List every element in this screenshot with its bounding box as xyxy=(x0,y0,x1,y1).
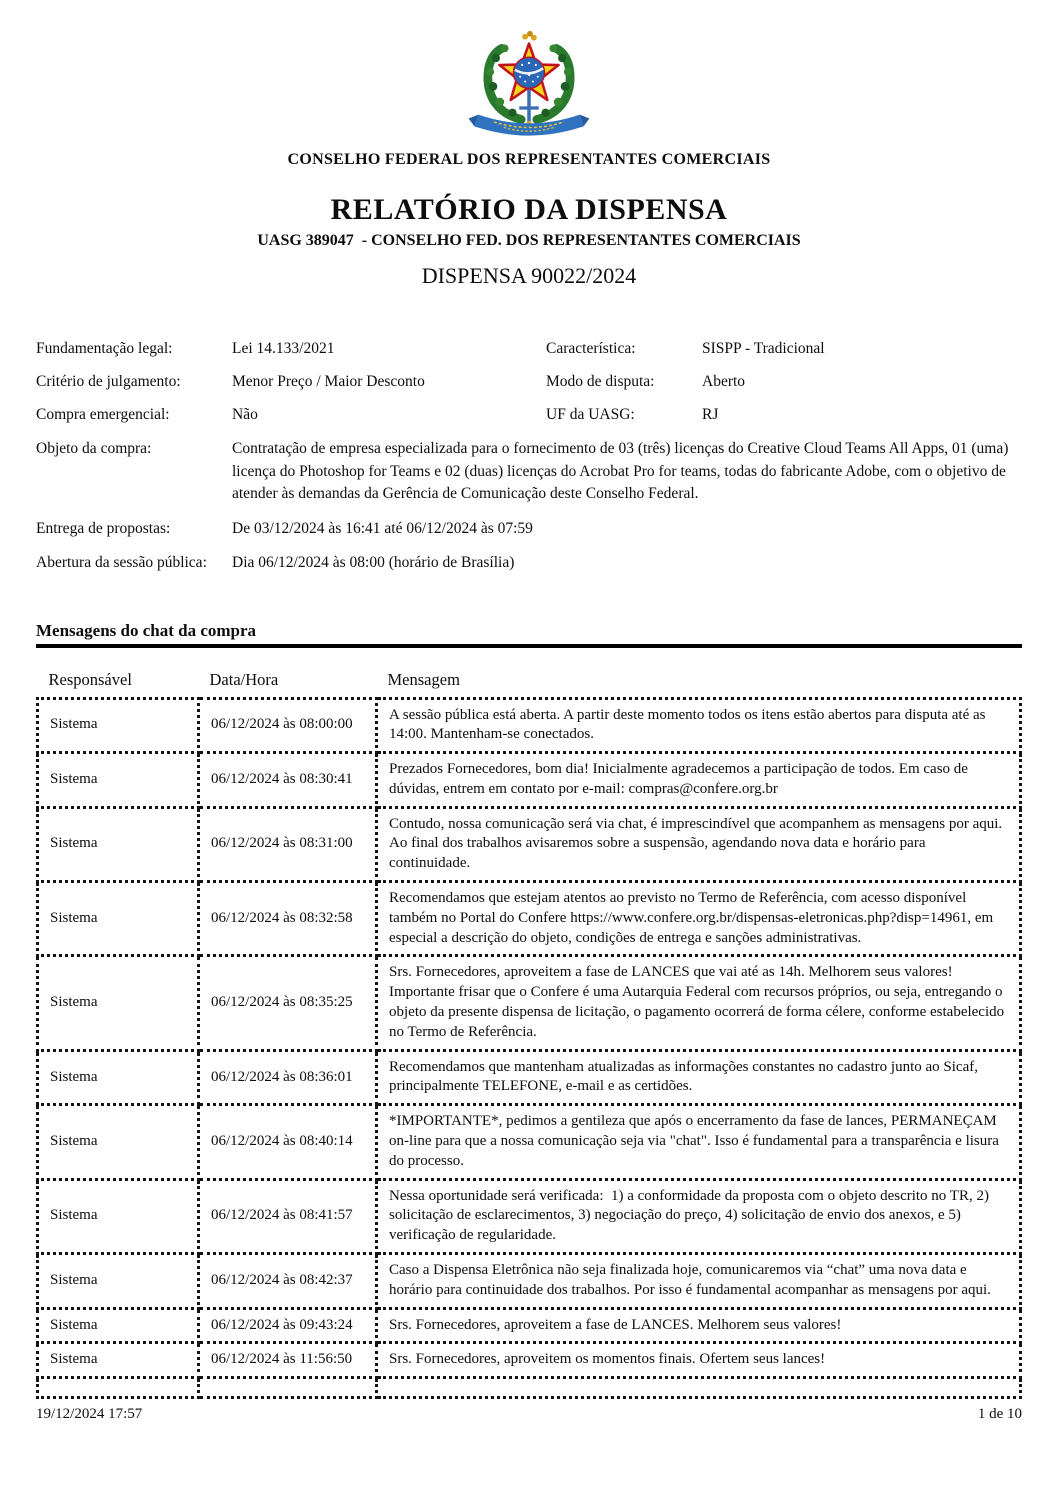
column-header-mensagem: Mensagem xyxy=(387,669,460,689)
cell-mensagem: *IMPORTANTE*, pedimos a gentileza que após o encerramento da fase de lances, PERMANEÇAM on-line para que a nossa comunicação seja via "chat". Isso é fundamental para a transparência e lisura do processo. xyxy=(377,1105,1021,1179)
details-paired-fields xyxy=(36,339,1022,425)
cell-datahora: 06/12/2024 às 08:32:58 xyxy=(199,882,377,956)
field-value: Dia 06/12/2024 às 08:00 (horário de Brasília) xyxy=(232,554,515,571)
cell-mensagem: Srs. Fornecedores, aproveitem os momentos finais. Ofertem seus lances! xyxy=(377,1343,1021,1378)
field-value: Aberto xyxy=(702,373,746,390)
table-row xyxy=(38,1308,1021,1343)
table-row xyxy=(38,956,1021,1050)
cell-mensagem: Nessa oportunidade será verificada: 1) a conformidade da proposta com o objeto descrito no TR, 2) solicitação de esclarecimentos, 3) negociação do preço, 4) solicitação de envio dos anexos, e 5) verificação de regularidade. xyxy=(377,1179,1021,1253)
cell-datahora: 06/12/2024 às 08:35:25 xyxy=(199,956,377,1050)
field-value: Não xyxy=(232,406,258,423)
cell-responsavel xyxy=(38,1378,199,1398)
cell-datahora xyxy=(199,1378,377,1398)
cell-responsavel: Sistema xyxy=(38,753,199,808)
cell-responsavel: Sistema xyxy=(38,956,199,1050)
cell-mensagem: Recomendamos que mantenham atualizadas as informações constantes no cadastro junto ao Sicaf, principalmente TELEFONE, e-mail e as certidões. xyxy=(377,1050,1021,1105)
field-label: Abertura da sessão pública: xyxy=(36,554,207,571)
organization-name: CONSELHO FEDERAL DOS REPRESENTANTES COMERCIAIS xyxy=(287,151,771,168)
table-row xyxy=(38,1179,1021,1253)
dispensa-number: DISPENSA 90022/2024 xyxy=(421,263,637,288)
field-label: Critério de julgamento: xyxy=(36,373,181,390)
cell-mensagem: Contudo, nossa comunicação será via chat, é imprescindível que acompanhem as mensagens por aqui. Ao final dos trabalhos avisaremos sobre a suspensão, agendando nova data e horário para continuidade. xyxy=(377,807,1021,881)
column-header-responsavel: Responsável xyxy=(48,669,132,689)
details-full-row xyxy=(36,438,1022,506)
field-value: SISPP - Tradicional xyxy=(702,340,825,357)
field-value: RJ xyxy=(702,406,719,423)
table-row xyxy=(38,882,1021,956)
table-row xyxy=(38,698,1021,753)
cell-mensagem: Recomendamos que estejam atentos ao previsto no Termo de Referência, com acesso disponível também no Portal do Confere https://www.confere.org.br/dispensas-eletronicas.php?disp=14961, em especial a descrição do objeto, condições de entrega e sanções administrativas. xyxy=(377,882,1021,956)
field-value: Contratação de empresa especializada para o fornecimento de 03 (três) licenças do Creative Cloud Teams All Apps, 01 (uma) licença do Photoshop for Teams e 02 (duas) licenças do Acrobat Pro for teams, todas do fabricante Adobe, com o objetivo de atender às demandas da Gerência de Comunicação deste Conselho Federal. xyxy=(232,440,1009,502)
column-header-datahora: Data/Hora xyxy=(209,669,279,689)
chat-section-title: Mensagens do chat da compra xyxy=(36,621,1022,648)
cell-datahora: 06/12/2024 às 08:00:00 xyxy=(199,698,377,753)
footer-page-indicator: 1 de 10 xyxy=(977,1406,1022,1423)
document-title: RELATÓRIO DA DISPENSA xyxy=(330,193,728,226)
cell-datahora: 06/12/2024 às 11:56:50 xyxy=(199,1343,377,1378)
field-label: Característica: xyxy=(546,340,636,357)
cell-datahora: 06/12/2024 às 08:36:01 xyxy=(199,1050,377,1105)
field-label: Objeto da compra: xyxy=(36,440,152,457)
field-value: Menor Preço / Maior Desconto xyxy=(232,373,425,390)
details-pair-row xyxy=(36,339,1022,359)
cell-mensagem: Prezados Fornecedores, bom dia! Inicialmente agradecemos a participação de todos. Em caso de dúvidas, entrem em contato por e-mail: compras@confere.org.br xyxy=(377,753,1021,808)
cell-mensagem: A sessão pública está aberta. A partir deste momento todos os itens estão abertos para disputa até as 14:00. Mantenham-se conectados. xyxy=(377,698,1021,753)
page-footer xyxy=(36,1406,1022,1423)
field-label: UF da UASG: xyxy=(546,406,635,423)
cell-datahora: 06/12/2024 às 08:40:14 xyxy=(199,1105,377,1179)
cell-mensagem: Srs. Fornecedores, aproveitem a fase de LANCES. Melhorem seus valores! xyxy=(377,1308,1021,1343)
header-logo-area xyxy=(36,26,1022,143)
cell-responsavel: Sistema xyxy=(38,882,199,956)
cell-responsavel: Sistema xyxy=(38,1343,199,1378)
cell-datahora: 06/12/2024 às 08:41:57 xyxy=(199,1179,377,1253)
cell-mensagem xyxy=(377,1378,1021,1398)
chat-table-body xyxy=(38,698,1021,1398)
table-row xyxy=(38,753,1021,808)
field-label: Compra emergencial: xyxy=(36,406,170,423)
cell-responsavel: Sistema xyxy=(38,1050,199,1105)
brazil-coat-of-arms-logo xyxy=(455,26,603,138)
table-row xyxy=(38,807,1021,881)
cell-responsavel: Sistema xyxy=(38,1179,199,1253)
cell-mensagem: Caso a Dispensa Eletrônica não seja finalizada hoje, comunicaremos via “chat” uma nova data e horário para continuidade dos trabalhos. Por isso é fundamental acompanhar as mensagens por aqui. xyxy=(377,1254,1021,1309)
cell-responsavel: Sistema xyxy=(38,807,199,881)
footer-generated-timestamp: 19/12/2024 17:57 xyxy=(36,1406,143,1423)
table-row xyxy=(38,1050,1021,1105)
cell-responsavel: Sistema xyxy=(38,1254,199,1309)
cell-datahora: 06/12/2024 às 08:31:00 xyxy=(199,807,377,881)
cell-responsavel: Sistema xyxy=(38,1308,199,1343)
field-value: Lei 14.133/2021 xyxy=(232,340,335,357)
table-row xyxy=(38,1105,1021,1179)
table-row xyxy=(38,1254,1021,1309)
cell-datahora: 06/12/2024 às 09:43:24 xyxy=(199,1308,377,1343)
field-value: De 03/12/2024 às 16:41 até 06/12/2024 às 07:59 xyxy=(232,519,533,537)
table-row xyxy=(38,1343,1021,1378)
details-full-fields xyxy=(36,438,1022,575)
field-label: Modo de disputa: xyxy=(546,373,655,390)
cell-mensagem: Srs. Fornecedores, aproveitem a fase de LANCES que vai até as 14h. Melhorem seus valores! Importante frisar que o Confere é uma Autarquia Federal com recursos próprios, ou seja, entregando o objeto da presente dispensa de licitação, o pagamento ocorrerá de forma célere, conforme estabelecido no Termo de Referência. xyxy=(377,956,1021,1050)
table-row xyxy=(38,1378,1021,1398)
cell-responsavel: Sistema xyxy=(38,1105,199,1179)
cell-responsavel: Sistema xyxy=(38,698,199,753)
chat-messages-table xyxy=(36,670,1022,1400)
purchase-details xyxy=(36,339,1022,575)
details-full-row xyxy=(36,552,1022,575)
field-label: Fundamentação legal: xyxy=(36,340,173,357)
details-pair-row xyxy=(36,372,1022,392)
cell-datahora: 06/12/2024 às 08:42:37 xyxy=(199,1254,377,1309)
details-pair-row xyxy=(36,405,1022,425)
uasg-subtitle: UASG 389047 - CONSELHO FED. DOS REPRESENTANTES COMERCIAIS xyxy=(257,232,801,249)
details-full-row xyxy=(36,518,1022,541)
chat-table-header xyxy=(38,670,1021,699)
field-label: Entrega de propostas: xyxy=(36,519,171,537)
cell-datahora: 06/12/2024 às 08:30:41 xyxy=(199,753,377,808)
